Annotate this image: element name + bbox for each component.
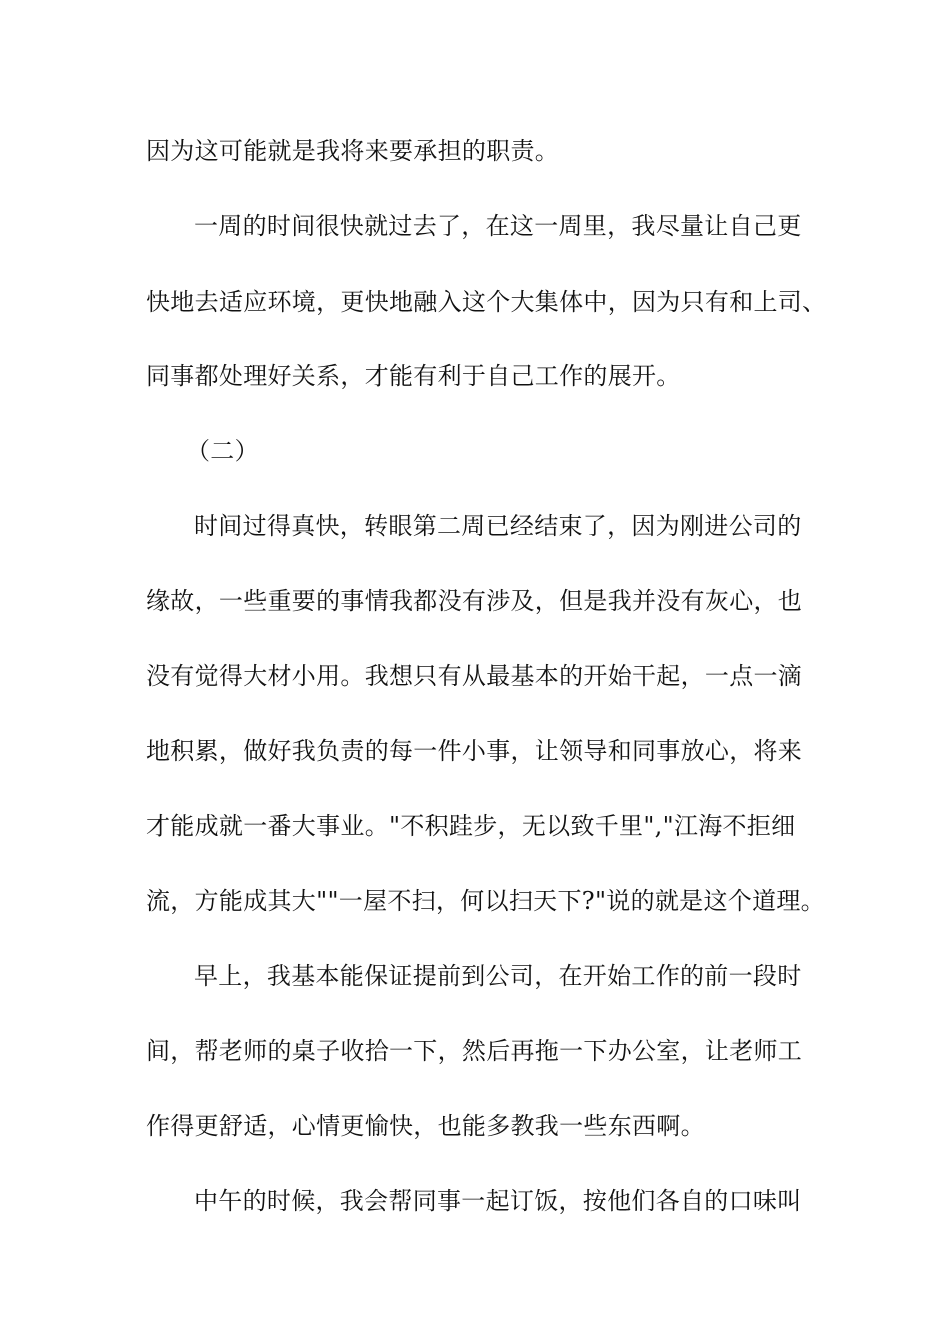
section-heading: （二） (186, 437, 259, 465)
text-line: 一周的时间很快就过去了，在这一周里，我尽量让自己更 (194, 212, 802, 240)
text-line: 才能成就一番大事业。"不积跬步，无以致千里","江海不拒细 (146, 812, 796, 840)
text-line: 早上，我基本能保证提前到公司，在开始工作的前一段时 (194, 962, 802, 990)
text-line: 时间过得真快，转眼第二周已经结束了，因为刚进公司的 (194, 512, 802, 540)
text-line: 同事都处理好关系，才能有利于自己工作的展开。 (146, 362, 681, 390)
text-line: 流，方能成其大""一屋不扫，何以扫天下?"说的就是这个道理。 (146, 887, 825, 915)
text-line: 间，帮老师的桌子收拾一下，然后再拖一下办公室，让老师工 (146, 1037, 803, 1065)
text-line: 地积累，做好我负责的每一件小事，让领导和同事放心，将来 (146, 737, 803, 765)
text-line: 快地去适应环境，更快地融入这个大集体中，因为只有和上司、 (146, 288, 827, 316)
text-line: 没有觉得大材小用。我想只有从最基本的开始干起，一点一滴 (146, 662, 803, 690)
text-line: 中午的时候，我会帮同事一起订饭，按他们各自的口味叫 (194, 1187, 802, 1215)
text-line: 作得更舒适，心情更愉快，也能多教我一些东西啊。 (146, 1112, 705, 1140)
text-line: 因为这可能就是我将来要承担的职责。 (146, 137, 560, 165)
text-line: 缘故，一些重要的事情我都没有涉及，但是我并没有灰心，也 (146, 587, 803, 615)
